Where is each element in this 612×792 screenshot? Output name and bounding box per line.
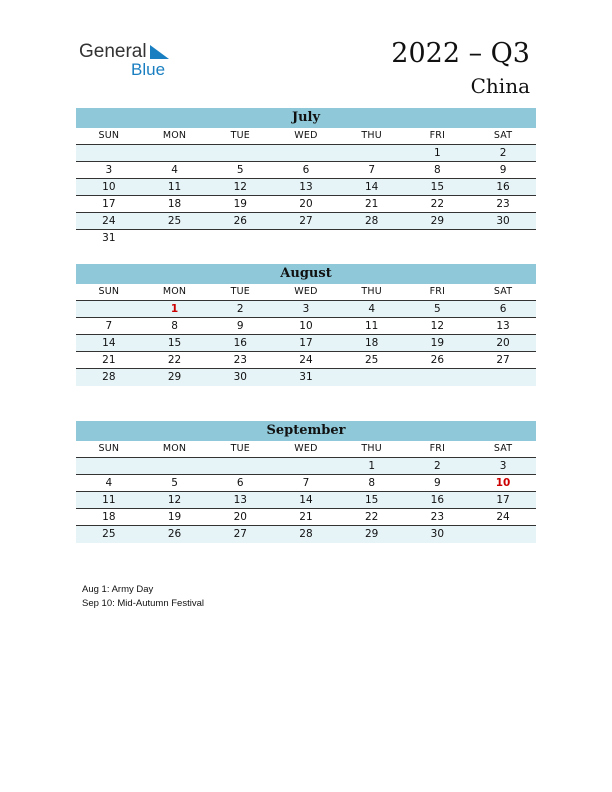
day-cell: 25 — [167, 215, 182, 227]
day-cell: 19 — [167, 511, 182, 523]
day-cell: 25 — [364, 354, 379, 366]
day-cell: 9 — [434, 477, 441, 489]
weekday-label: SAT — [493, 443, 513, 454]
day-cell: 10 — [102, 181, 116, 193]
day-cell: 9 — [499, 164, 507, 176]
day-cell: 1 — [434, 147, 441, 159]
weekday-label: THU — [361, 130, 382, 141]
weekday-label: MON — [162, 286, 187, 297]
holiday-note: Sep 10: Mid-Autumn Festival — [82, 598, 204, 609]
empty-day-cell — [142, 458, 208, 474]
weekday-label: SUN — [98, 130, 120, 141]
day-cell: 8 — [368, 477, 375, 489]
empty-day-cell — [339, 145, 405, 161]
day-cell: 1 — [170, 303, 179, 315]
day-cell: 12 — [167, 494, 182, 506]
day-cell: 23 — [496, 198, 510, 210]
empty-day-cell — [76, 458, 142, 474]
day-cell: 24 — [299, 354, 313, 366]
week-row — [76, 179, 536, 196]
day-cell: 23 — [430, 511, 445, 523]
weekday-label: FRI — [429, 130, 446, 141]
empty-day-cell — [273, 145, 339, 161]
day-cell: 5 — [434, 303, 441, 315]
day-cell: 24 — [102, 215, 116, 227]
day-cell: 22 — [430, 198, 445, 210]
day-cell: 17 — [102, 198, 116, 210]
day-cell: 18 — [167, 198, 182, 210]
empty-day-cell — [142, 230, 208, 247]
day-cell: 21 — [364, 198, 379, 210]
month-calendar-august — [76, 264, 536, 386]
weekday-label: TUE — [230, 443, 250, 454]
generalblue-logo — [79, 41, 166, 79]
day-cell: 6 — [302, 164, 310, 176]
day-cell: 4 — [105, 477, 113, 489]
month-title: September — [76, 421, 536, 441]
week-row — [76, 230, 536, 247]
day-cell: 22 — [364, 511, 379, 523]
day-cell: 16 — [496, 181, 510, 193]
week-row — [76, 213, 536, 230]
logo-text-general: General — [79, 41, 147, 62]
day-cell: 7 — [105, 320, 113, 332]
day-cell: 11 — [102, 494, 116, 506]
day-cell: 29 — [430, 215, 445, 227]
weekday-label: WED — [294, 130, 318, 141]
empty-day-cell — [339, 230, 405, 247]
logo-triangle-icon — [150, 45, 169, 59]
week-row — [76, 458, 536, 475]
logo-text-blue: Blue — [131, 60, 166, 79]
day-cell: 10 — [299, 320, 313, 332]
page-title: 2022 – Q3 — [391, 38, 530, 69]
day-cell: 20 — [299, 198, 313, 210]
empty-day-cell — [405, 369, 471, 386]
empty-day-cell — [470, 369, 536, 386]
empty-day-cell — [273, 458, 339, 474]
day-cell: 17 — [496, 494, 510, 506]
weekday-header-row — [76, 128, 536, 145]
day-cell: 30 — [233, 371, 247, 383]
day-cell: 25 — [102, 528, 116, 540]
week-row — [76, 162, 536, 179]
day-cell: 2 — [236, 303, 244, 315]
week-row — [76, 352, 536, 369]
day-cell: 4 — [171, 164, 178, 176]
day-cell: 6 — [499, 303, 507, 315]
day-cell: 1 — [368, 460, 375, 472]
weekday-label: SAT — [493, 286, 513, 297]
day-cell: 29 — [364, 528, 379, 540]
day-cell: 27 — [299, 215, 313, 227]
empty-day-cell — [142, 145, 208, 161]
day-cell: 31 — [299, 371, 313, 383]
day-cell: 13 — [299, 181, 313, 193]
weekday-label: SUN — [98, 286, 120, 297]
holiday-note: Aug 1: Army Day — [82, 584, 154, 595]
weekday-label: THU — [361, 443, 382, 454]
day-cell: 4 — [368, 303, 375, 315]
empty-day-cell — [207, 230, 273, 247]
holiday-notes — [82, 583, 204, 611]
weekday-label: FRI — [429, 286, 446, 297]
day-cell: 31 — [102, 232, 116, 244]
day-cell: 17 — [299, 337, 313, 349]
day-cell: 21 — [102, 354, 116, 366]
month-title: August — [76, 264, 536, 284]
day-cell: 15 — [167, 337, 182, 349]
day-cell: 18 — [102, 511, 116, 523]
day-cell: 5 — [236, 164, 244, 176]
day-cell: 5 — [171, 477, 178, 489]
day-cell: 14 — [364, 181, 379, 193]
weekday-label: MON — [162, 443, 187, 454]
day-cell: 20 — [496, 337, 510, 349]
day-cell: 15 — [364, 494, 379, 506]
day-cell: 12 — [430, 320, 445, 332]
day-cell: 29 — [167, 371, 182, 383]
day-cell: 16 — [430, 494, 445, 506]
day-cell: 21 — [299, 511, 313, 523]
weekday-label: TUE — [230, 130, 250, 141]
day-cell: 20 — [233, 511, 247, 523]
day-cell: 26 — [167, 528, 182, 540]
day-cell: 3 — [302, 303, 310, 315]
empty-day-cell — [76, 301, 142, 317]
week-row — [76, 335, 536, 352]
weekday-label: WED — [294, 443, 318, 454]
day-cell: 24 — [496, 511, 510, 523]
day-cell: 9 — [236, 320, 244, 332]
day-cell: 2 — [499, 147, 507, 159]
day-cell: 3 — [105, 164, 113, 176]
day-cell: 8 — [434, 164, 441, 176]
month-title: July — [76, 108, 536, 128]
day-cell: 16 — [233, 337, 247, 349]
day-cell: 11 — [364, 320, 379, 332]
weekday-label: FRI — [429, 443, 446, 454]
day-cell: 30 — [430, 528, 445, 540]
day-cell: 27 — [496, 354, 510, 366]
day-cell: 12 — [233, 181, 247, 193]
week-row — [76, 145, 536, 162]
day-cell: 3 — [499, 460, 507, 472]
day-cell: 13 — [496, 320, 510, 332]
day-cell: 11 — [167, 181, 182, 193]
weekday-label: SAT — [493, 130, 513, 141]
week-row — [76, 509, 536, 526]
day-cell: 27 — [233, 528, 247, 540]
week-row — [76, 318, 536, 335]
week-row — [76, 301, 536, 318]
day-cell: 26 — [233, 215, 247, 227]
day-cell: 7 — [302, 477, 310, 489]
empty-day-cell — [207, 458, 273, 474]
day-cell: 8 — [171, 320, 178, 332]
empty-day-cell — [470, 526, 536, 543]
weekday-label: MON — [162, 130, 187, 141]
week-row — [76, 196, 536, 213]
day-cell: 7 — [368, 164, 375, 176]
day-cell: 14 — [299, 494, 313, 506]
weekday-label: SUN — [98, 443, 120, 454]
day-cell: 15 — [430, 181, 445, 193]
weekday-label: THU — [361, 286, 382, 297]
day-cell: 19 — [430, 337, 445, 349]
day-cell: 26 — [430, 354, 445, 366]
day-cell: 22 — [167, 354, 182, 366]
day-cell: 13 — [233, 494, 247, 506]
week-row — [76, 526, 536, 543]
empty-day-cell — [273, 230, 339, 247]
day-cell: 28 — [364, 215, 379, 227]
day-cell: 28 — [299, 528, 313, 540]
weekday-label: TUE — [230, 286, 250, 297]
day-cell: 30 — [496, 215, 510, 227]
week-row — [76, 492, 536, 509]
day-cell: 19 — [233, 198, 247, 210]
day-cell: 18 — [364, 337, 379, 349]
weekday-header-row — [76, 441, 536, 458]
month-calendar-september — [76, 421, 536, 543]
day-cell: 6 — [236, 477, 244, 489]
week-row — [76, 369, 536, 386]
empty-day-cell — [470, 230, 536, 247]
day-cell: 10 — [495, 477, 511, 489]
empty-day-cell — [339, 369, 405, 386]
week-row — [76, 475, 536, 492]
weekday-header-row — [76, 284, 536, 301]
day-cell: 14 — [102, 337, 116, 349]
empty-day-cell — [76, 145, 142, 161]
day-cell: 2 — [434, 460, 441, 472]
day-cell: 28 — [102, 371, 116, 383]
country-label: China — [470, 74, 530, 98]
weekday-label: WED — [294, 286, 318, 297]
day-cell: 23 — [233, 354, 247, 366]
empty-day-cell — [405, 230, 471, 247]
empty-day-cell — [207, 145, 273, 161]
month-calendar-july — [76, 108, 536, 247]
